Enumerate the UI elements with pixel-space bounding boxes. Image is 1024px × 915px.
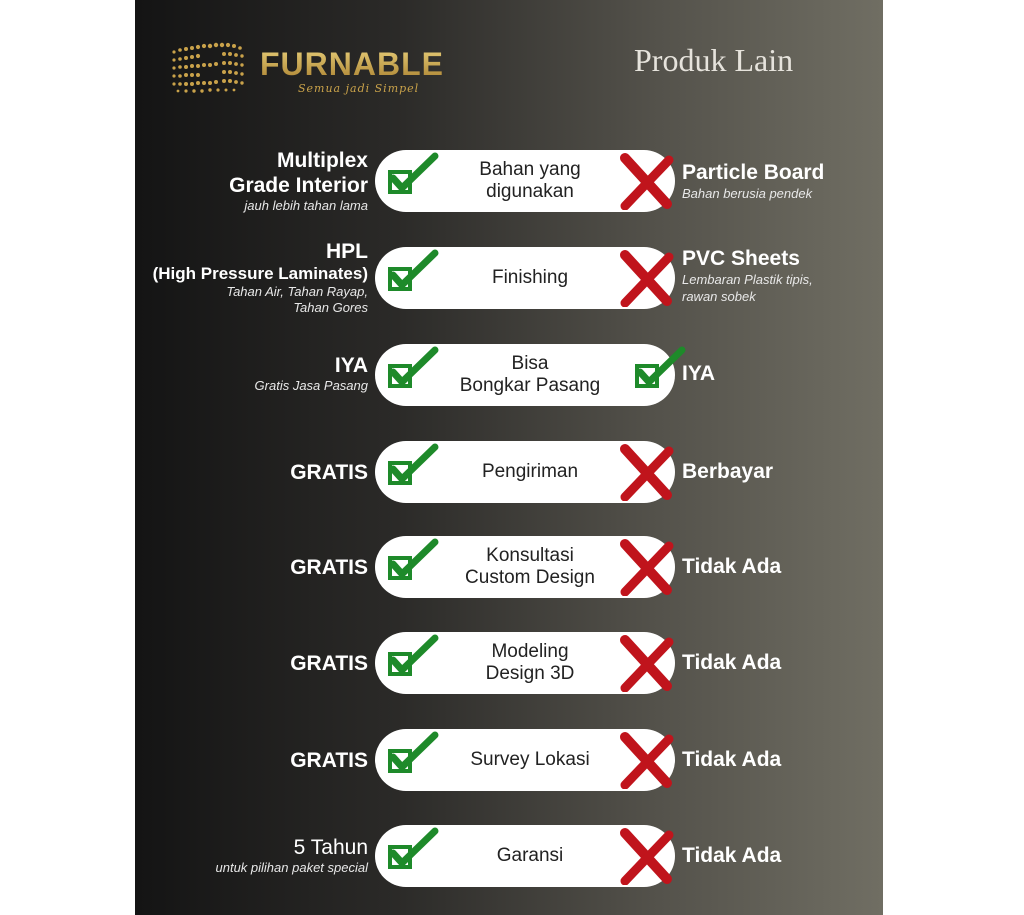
left-main-text: HPL	[326, 240, 368, 263]
brand-logo	[168, 40, 458, 100]
left-sub-text: jauh lebih tahan lama	[244, 198, 368, 213]
left-main-text: GRATIS	[290, 652, 368, 675]
comparison-row	[0, 344, 1024, 414]
feature-label: Konsultasi Custom Design	[465, 545, 595, 588]
right-cell	[682, 161, 824, 202]
left-cell	[216, 835, 369, 876]
left-sub-text: untuk pilihan paket special	[215, 860, 368, 875]
right-main-text: Tidak Ada	[682, 651, 782, 674]
right-cell	[682, 460, 773, 484]
right-cell	[682, 651, 781, 675]
right-sub-text: Lembaran Plastik tipis, rawan sobek	[682, 272, 813, 304]
comparison-row	[0, 441, 1024, 511]
right-cell	[682, 247, 813, 305]
check-icon	[385, 443, 441, 487]
left-sub-heading: (High Pressure Laminates)	[152, 264, 368, 283]
left-cell	[290, 460, 368, 485]
comparison-row	[0, 729, 1024, 799]
cross-icon	[617, 634, 677, 692]
cross-icon	[617, 152, 677, 210]
left-sub-text: Tahan Air, Tahan Rayap, Tahan Gores	[226, 284, 368, 315]
left-main-text: GRATIS	[290, 749, 368, 772]
left-cell	[290, 748, 368, 773]
right-sub-text: Bahan berusia pendek	[682, 186, 813, 201]
feature-label: Garansi	[496, 845, 564, 866]
brand-name: FURNABLE	[260, 46, 444, 82]
left-main-text: GRATIS	[290, 556, 368, 579]
left-cell	[229, 148, 368, 214]
left-cell	[153, 239, 368, 316]
left-main-text: 5 Tahun	[293, 836, 368, 859]
cross-icon	[617, 731, 677, 789]
feature-label: Pengiriman	[481, 461, 579, 482]
right-main-text: Berbayar	[682, 460, 774, 483]
left-cell	[290, 651, 368, 676]
right-cell	[682, 748, 781, 772]
check-icon	[385, 634, 441, 678]
left-cell	[255, 353, 368, 394]
check-icon	[385, 731, 441, 775]
cross-icon	[617, 538, 677, 596]
check-icon	[632, 346, 688, 390]
right-cell	[682, 362, 715, 386]
left-main-text: IYA	[334, 354, 368, 377]
right-main-text: PVC Sheets	[682, 247, 800, 270]
brand-tagline: Semua jadi Simpel	[298, 82, 420, 95]
cross-icon	[617, 443, 677, 501]
check-icon	[385, 827, 441, 871]
check-icon	[385, 346, 441, 390]
feature-label: Modeling Design 3D	[485, 641, 575, 684]
feature-label: Finishing	[491, 267, 569, 288]
cross-icon	[617, 249, 677, 307]
comparison-row	[0, 536, 1024, 606]
cross-icon	[617, 827, 677, 885]
left-sub-text: Gratis Jasa Pasang	[254, 378, 368, 393]
check-icon	[385, 249, 441, 293]
comparison-row	[0, 632, 1024, 702]
comparison-row	[0, 825, 1024, 895]
comparison-row	[0, 150, 1024, 220]
comparison-row	[0, 240, 1024, 317]
left-cell	[290, 555, 368, 580]
left-main-text: GRATIS	[290, 461, 368, 484]
brand-mark-icon	[168, 40, 248, 96]
right-main-text: Tidak Ada	[682, 748, 782, 771]
right-main-text: Tidak Ada	[682, 844, 782, 867]
check-icon	[385, 152, 441, 196]
feature-label: Bahan yang digunakan	[479, 159, 581, 202]
right-main-text: IYA	[682, 362, 716, 385]
right-cell	[682, 844, 781, 868]
right-main-text: Particle Board	[682, 161, 825, 184]
feature-label: Bisa Bongkar Pasang	[459, 353, 601, 396]
right-cell	[682, 555, 781, 579]
feature-label: Survey Lokasi	[470, 749, 590, 770]
left-main-text: Multiplex Grade Interior	[229, 149, 368, 197]
other-products-title: Produk Lain	[634, 42, 794, 78]
check-icon	[385, 538, 441, 582]
right-main-text: Tidak Ada	[682, 555, 782, 578]
